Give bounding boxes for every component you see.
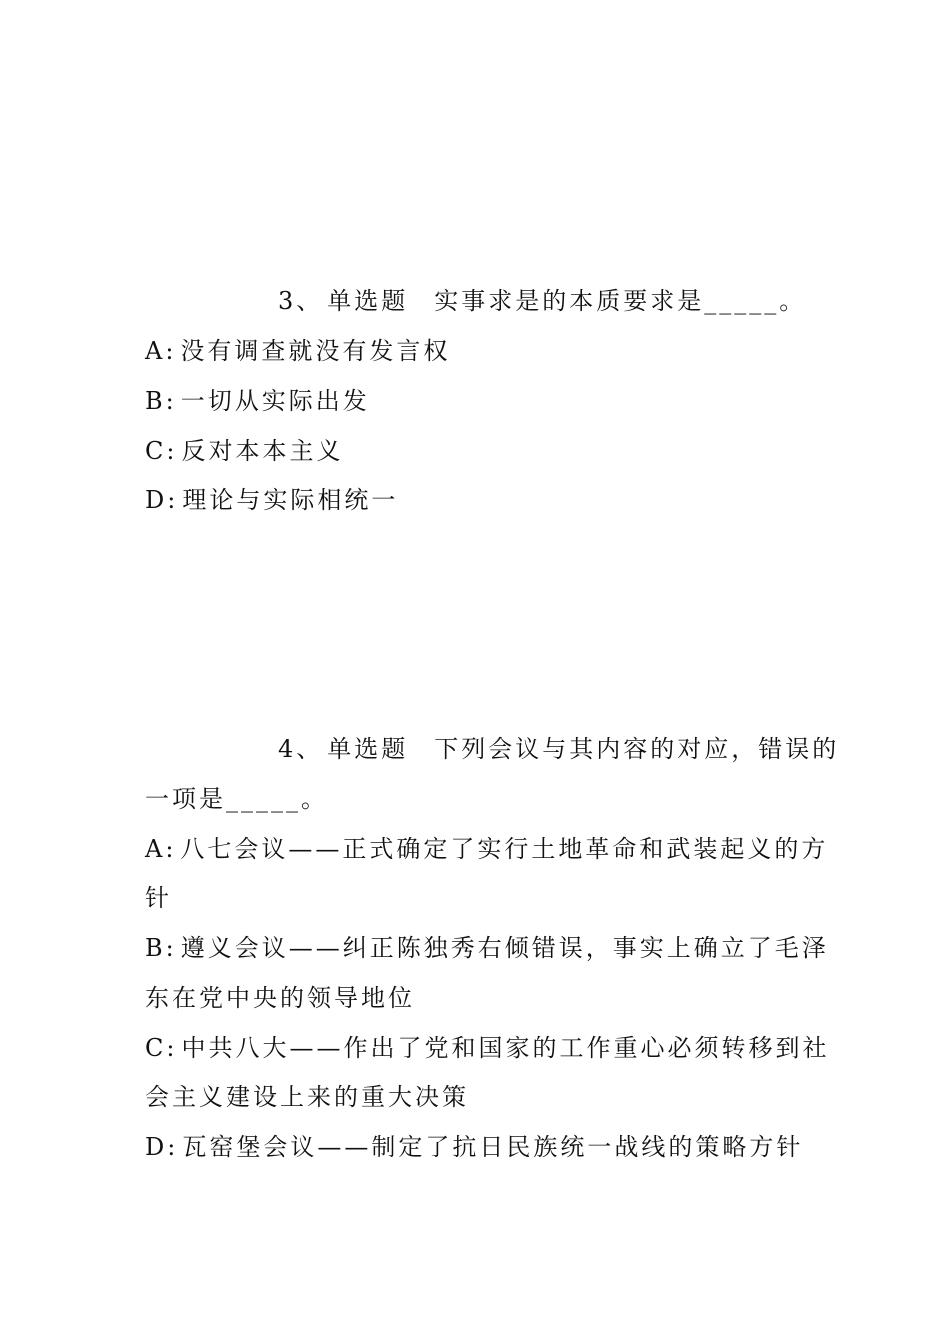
option-text: 中共八大——作出了党和国家的工作重心必须转移到社 [181, 1034, 830, 1062]
option-key: C: [145, 1034, 178, 1062]
option-text: 一切从实际出发 [180, 387, 370, 415]
question-3-option-d [145, 485, 810, 515]
option-text: 反对本本主义 [181, 437, 344, 465]
question-type: 单选题 [327, 287, 409, 315]
option-key: A: [145, 337, 177, 365]
option-text: 理论与实际相统一 [182, 486, 399, 514]
option-key: A: [145, 835, 177, 863]
question-4-stem-continued: 一项是_____。 [145, 785, 328, 813]
question-3-option-a [145, 336, 810, 366]
option-key: B: [145, 934, 177, 962]
option-text: 瓦窑堡会议——制定了抗日民族统一战线的策略方针 [182, 1133, 804, 1161]
option-key: C: [145, 437, 178, 465]
question-3-option-b [145, 386, 810, 416]
question-type: 单选题 [327, 735, 409, 763]
question-stem: 实事求是的本质要求是_____。 [434, 287, 807, 315]
question-number: 4、 [278, 735, 324, 763]
question-3-option-c [145, 436, 810, 466]
question-4-option-c [145, 1033, 830, 1063]
question-4-option-d [145, 1132, 810, 1162]
question-stem: 下列会议与其内容的对应，错误的 [434, 735, 840, 763]
question-3-heading [145, 286, 810, 316]
option-text: 没有调查就没有发言权 [180, 337, 451, 365]
question-4-option-b-continued: 东在党中央的领导地位 [145, 984, 415, 1012]
option-key: B: [145, 387, 177, 415]
option-text: 八七会议——正式确定了实行土地革命和武装起义的方 [180, 835, 829, 863]
option-key: D: [145, 486, 179, 514]
question-4-heading [145, 734, 840, 764]
question-number: 3、 [278, 287, 324, 315]
question-4-option-a-continued: 针 [145, 884, 172, 912]
question-4-option-b [145, 933, 829, 963]
option-key: D: [145, 1133, 179, 1161]
question-4-option-a [145, 834, 829, 864]
option-text: 遵义会议——纠正陈独秀右倾错误，事实上确立了毛泽 [180, 934, 829, 962]
question-4-option-c-continued: 会主义建设上来的重大决策 [145, 1083, 469, 1111]
